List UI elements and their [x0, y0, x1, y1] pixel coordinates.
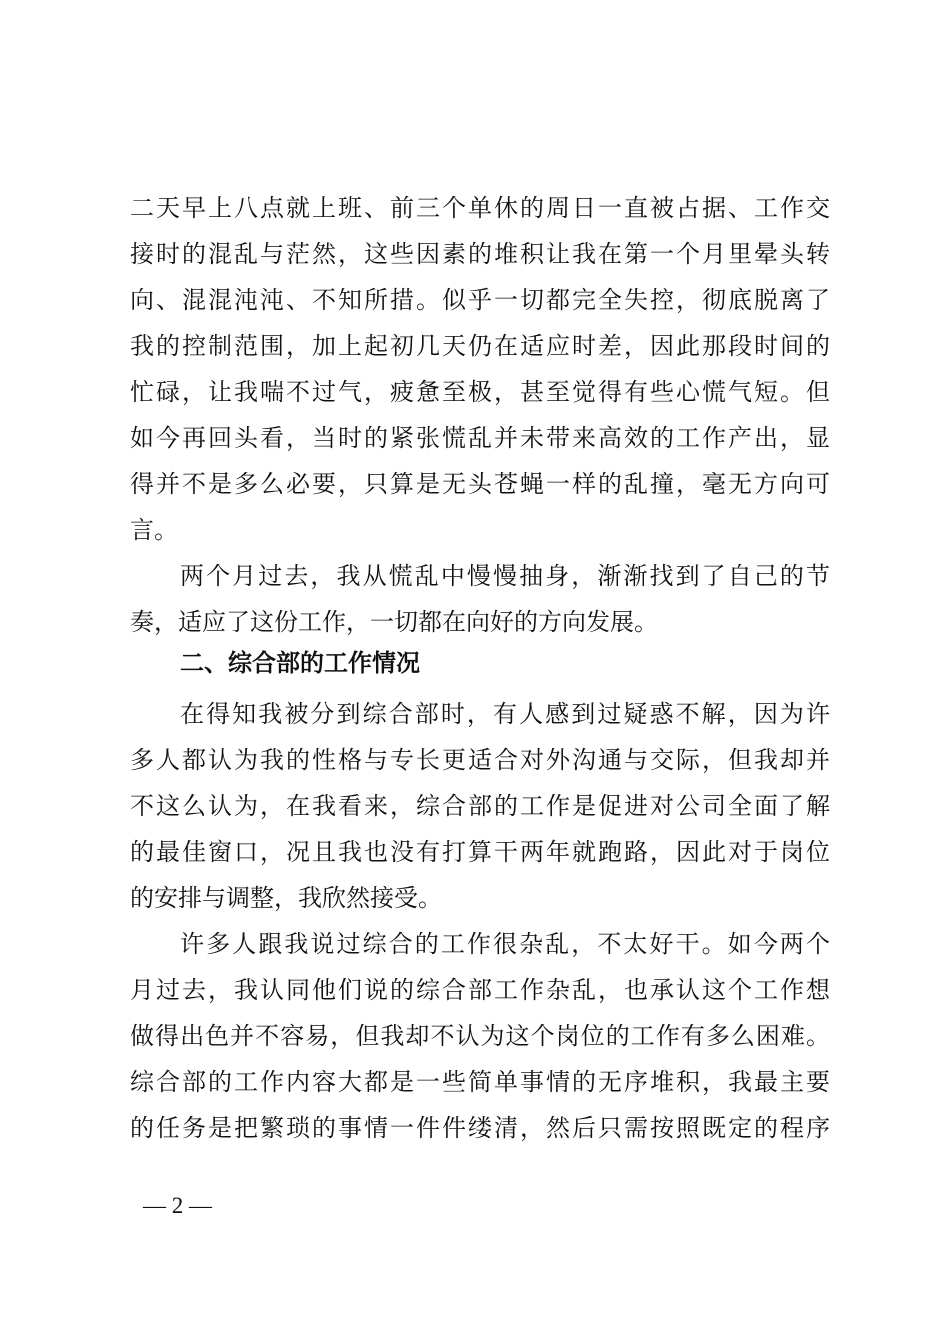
paragraph-line: 的任务是把繁琐的事情一件件缕清，然后只需按照既定的程序: [130, 1114, 830, 1142]
paragraph-line: 不这么认为，在我看来，综合部的工作是促进对公司全面了解: [130, 792, 830, 820]
paragraph-line: 做得出色并不容易，但我却不认为这个岗位的工作有多么困难。: [130, 1022, 830, 1050]
paragraph-line: 多人都认为我的性格与专长更适合对外沟通与交际，但我却并: [130, 746, 830, 774]
paragraph-line: 二天早上八点就上班、前三个单休的周日一直被占据、工作交: [130, 194, 830, 222]
paragraph-line: 我的控制范围，加上起初几天仍在适应时差，因此那段时间的: [130, 332, 830, 360]
section-heading: 二、综合部的工作情况: [180, 649, 420, 677]
paragraph-line: 如今再回头看，当时的紧张慌乱并未带来高效的工作产出，显: [130, 424, 830, 452]
paragraph-line: 许多人跟我说过综合的工作很杂乱，不太好干。如今两个: [180, 930, 830, 958]
paragraph-line: 奏，适应了这份工作，一切都在向好的方向发展。: [130, 608, 658, 636]
paragraph-line: 在得知我被分到综合部时，有人感到过疑惑不解，因为许: [180, 700, 830, 728]
paragraph-line: 的最佳窗口，况且我也没有打算干两年就跑路，因此对于岗位: [130, 838, 830, 866]
paragraph-line: 综合部的工作内容大都是一些简单事情的无序堆积，我最主要: [130, 1068, 830, 1096]
paragraph-line: 言。: [130, 516, 178, 544]
paragraph-line: 接时的混乱与茫然，这些因素的堆积让我在第一个月里晕头转: [130, 240, 830, 268]
paragraph-line: 得并不是多么必要，只算是无头苍蝇一样的乱撞，毫无方向可: [130, 470, 830, 498]
paragraph-line: 两个月过去，我从慌乱中慢慢抽身，渐渐找到了自己的节: [180, 562, 830, 590]
paragraph-line: 忙碌，让我喘不过气，疲惫至极，甚至觉得有些心慌气短。但: [130, 378, 830, 406]
paragraph-line: 的安排与调整，我欣然接受。: [130, 884, 442, 912]
paragraph-line: 月过去，我认同他们说的综合部工作杂乱，也承认这个工作想: [130, 976, 830, 1004]
page-number: — 2 —: [143, 1193, 212, 1218]
paragraph-line: 向、混混沌沌、不知所措。似乎一切都完全失控，彻底脱离了: [130, 286, 830, 314]
